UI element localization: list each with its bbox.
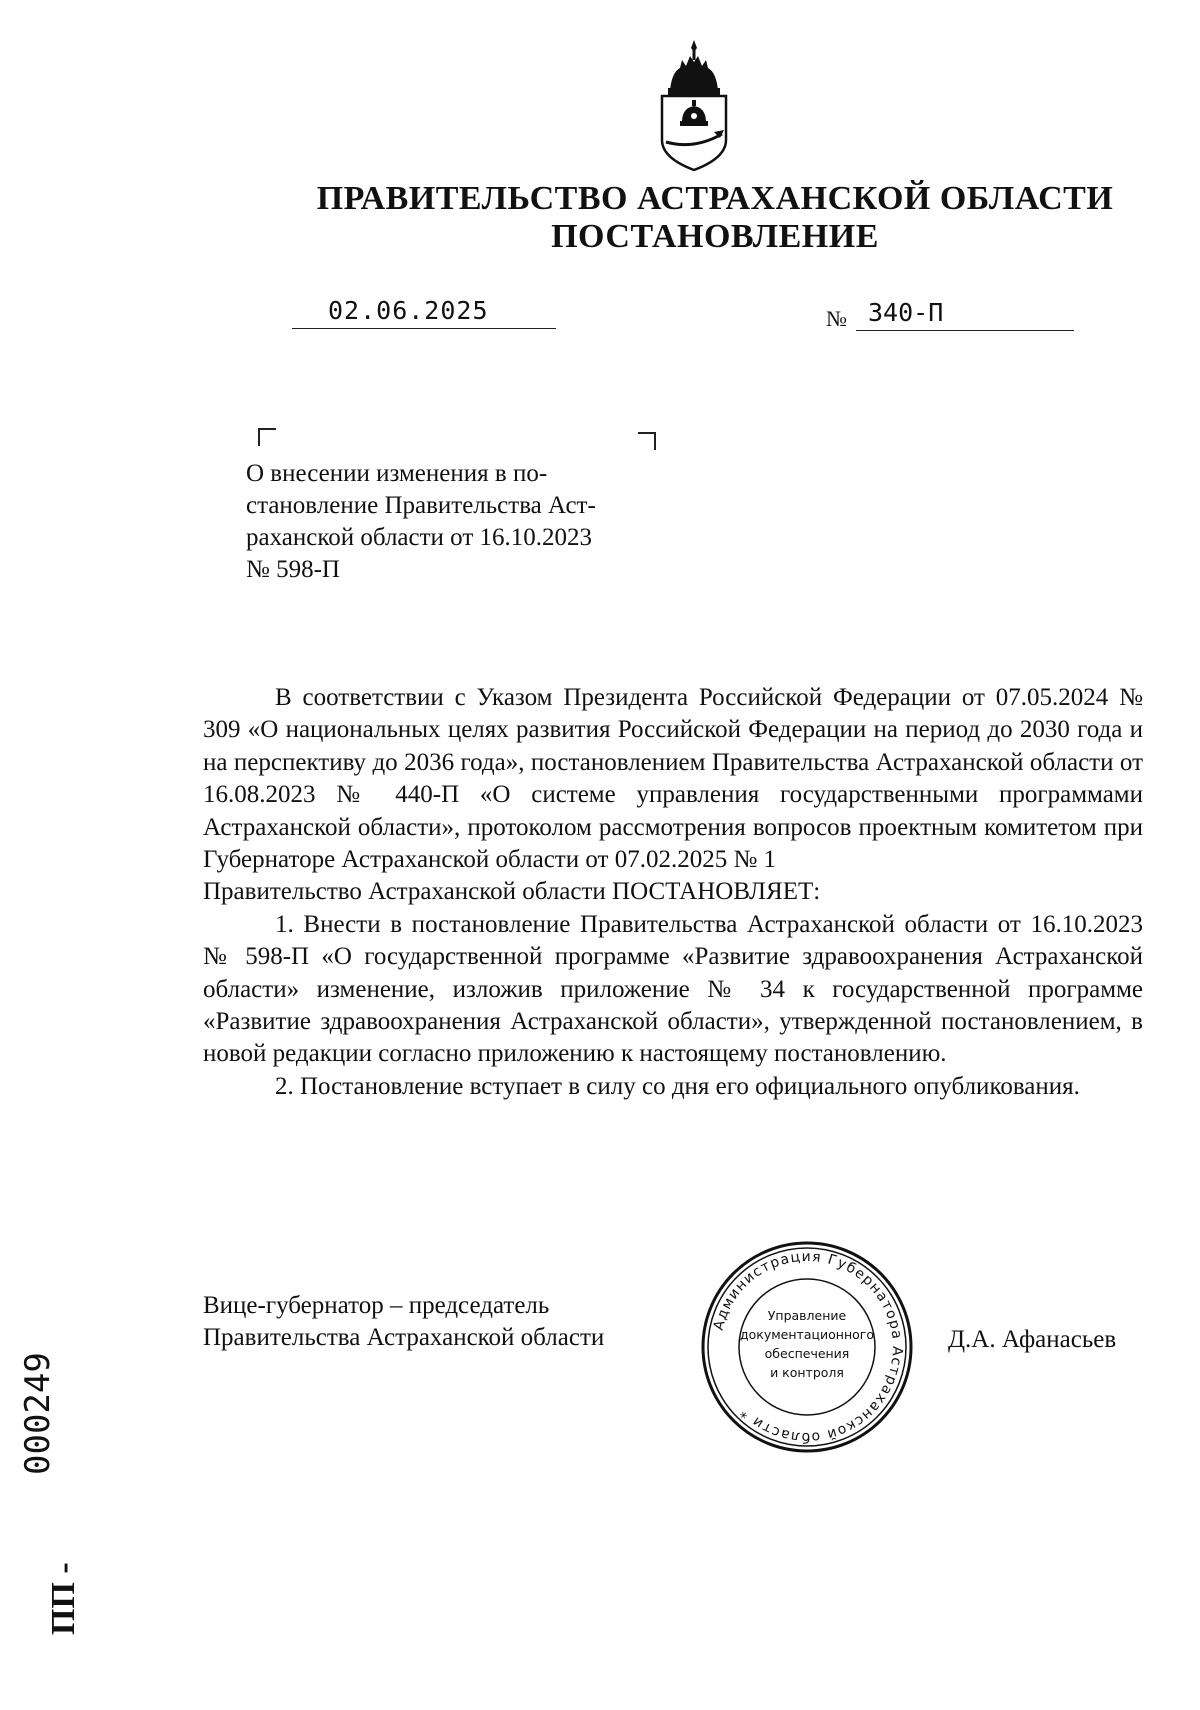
form-serial-number: 000249 [18, 1352, 58, 1475]
signatory-name: Д.А. Афанасьев [948, 1326, 1117, 1353]
subject-line: становление Правительства Аст- [246, 492, 596, 519]
signatory-position-line: Вице-губернатор – председатель [203, 1292, 550, 1319]
official-stamp [698, 1238, 916, 1456]
stamp-inner-line: и контроля [770, 1365, 844, 1380]
document-number: 340-П [868, 298, 944, 327]
svg-text:Администрация Губернатора Астр: Администрация Губернатора Астраханской области * [710, 1248, 906, 1446]
resolution-line: Правительство Астраханской области ПОСТАНОВЛЯЕТ: [203, 878, 821, 906]
signatory-position [203, 1290, 604, 1354]
subject-line: О внесении изменения в по- [246, 460, 548, 487]
document-number-field [856, 298, 1074, 331]
document-body [203, 682, 1143, 1103]
organization-title: ПРАВИТЕЛЬСТВО АСТРАХАНСКОЙ ОБЛАСТИ [316, 180, 1114, 217]
document-subject [246, 458, 646, 586]
preamble-paragraph: В соответствии с Указом Президента Российской Федерации от 07.05.2024 № 309 «О национальных целях развития Российской Федерации на период до 2030 года и на перспективу до 2036 года», постановлением Правительства Астраханской области от 16.08.2023 № 440-П «О системе управления государственными программами Астраханской области», протоколом рассмотрения вопросов проектным комитетом при Губернаторе Астраханской области от 07.02.2025 № 1 [203, 684, 1143, 874]
number-label: № [826, 306, 847, 331]
document-date-field [292, 296, 556, 329]
subject-corner-left [258, 428, 276, 446]
stamp-inner-line: Управление [767, 1308, 847, 1323]
stamp-inner-line: обеспечения [764, 1346, 850, 1361]
coat-of-arms-icon [648, 38, 740, 174]
stamp-inner-line: документационного [740, 1327, 874, 1342]
subject-line: раханской области от 16.10.2023 [246, 524, 593, 551]
resolution-item-1: 1. Внести в постановление Правительства Астраханской области от 16.10.2023 № 598-П «О государственной программе «Развитие здравоохранения Астраханской области» изменение, изложив приложение № 34 к государственной программе «Развитие здравоохранения Астраханской области», утвержденной постановлением, в новой редакции согласно приложению к настоящему постановлению. [203, 910, 1143, 1068]
subject-corner-right [638, 432, 656, 450]
document-type: ПОСТАНОВЛЕНИЕ [551, 218, 879, 255]
signatory-position-line: Правительства Астраханской области [203, 1324, 605, 1351]
subject-line: № 598-П [246, 556, 340, 583]
resolution-item-2: 2. Постановление вступает в силу со дня его официального опубликования. [275, 1072, 1080, 1100]
form-series: ПП - [45, 1562, 82, 1635]
document-date: 02.06.2025 [328, 296, 489, 325]
